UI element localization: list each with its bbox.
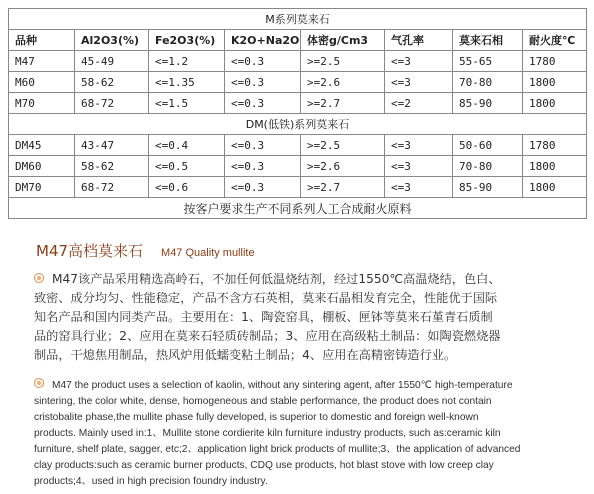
table-cell: 55-65: [453, 51, 523, 72]
bullet-icon: [34, 378, 44, 388]
bullet-icon: [34, 273, 44, 283]
description-text: M47 the product uses a selection of kaolin, without any sintering agent, after 1550℃ high-temperature: [52, 380, 513, 391]
header-k2o-na2o: K2O+Na2O: [225, 30, 301, 51]
description-line: [34, 378, 586, 394]
table-cell: <=0.4: [149, 135, 225, 156]
description-text: 知名产品和国内同类产品。主要用在：1、陶瓷窑具，棚板、匣钵等莫来石堇青石质制: [34, 310, 493, 324]
description-en: [34, 378, 586, 490]
table-cell: 85-90: [453, 93, 523, 114]
header-density: 体密g/Cm3: [301, 30, 385, 51]
heading-en: M47 Quality mullite: [161, 247, 255, 259]
m-series-rows: [9, 51, 587, 114]
table-cell: 1800: [523, 72, 587, 93]
description-line: [34, 346, 580, 365]
product-heading: [36, 240, 255, 262]
description-line: [34, 289, 580, 308]
spec-table: [8, 8, 587, 219]
table-cell: 1800: [523, 93, 587, 114]
footer-row: [9, 198, 587, 219]
table-cell: 1800: [523, 177, 587, 198]
description-text: products;4、used in high precision foundry industry.: [34, 476, 268, 487]
table-cell: <=0.3: [225, 177, 301, 198]
description-line: [34, 426, 586, 442]
table-cell: <=0.3: [225, 72, 301, 93]
table-cell: >=2.5: [301, 135, 385, 156]
table-cell: >=2.7: [301, 93, 385, 114]
header-row: [9, 30, 587, 51]
table-row: [9, 72, 587, 93]
section-title-dm: DM(低铁)系列莫来石: [9, 114, 587, 135]
table-cell: 45-49: [75, 51, 149, 72]
table-cell: M47: [9, 51, 75, 72]
description-line: [34, 394, 586, 410]
description-text: clay products:such as ceramic burner products, CDQ use products, hot blast stove with low creep clay: [34, 460, 494, 471]
table-cell: 68-72: [75, 93, 149, 114]
description-text: products. Mainly used in:1、Mullite stone cordierite kiln furniture industry products, such as:ceramic kiln: [34, 428, 501, 439]
table-cell: 58-62: [75, 156, 149, 177]
table-cell: DM70: [9, 177, 75, 198]
table-cell: <=2: [385, 93, 453, 114]
table-cell: <=3: [385, 51, 453, 72]
table-cell: <=0.3: [225, 93, 301, 114]
table-cell: 1780: [523, 135, 587, 156]
table-cell: 1800: [523, 156, 587, 177]
section-title-m: M系列莫来石: [9, 9, 587, 30]
description-line: [34, 474, 586, 490]
dm-series-rows: [9, 135, 587, 198]
table-cell: <=1.2: [149, 51, 225, 72]
header-porosity: 气孔率: [385, 30, 453, 51]
table-cell: <=3: [385, 135, 453, 156]
header-fe2o3: Fe2O3(%): [149, 30, 225, 51]
table-cell: 50-60: [453, 135, 523, 156]
table-cell: <=0.3: [225, 156, 301, 177]
table-cell: <=0.3: [225, 135, 301, 156]
table-row: [9, 156, 587, 177]
section-row-m: [9, 9, 587, 30]
table-row: [9, 177, 587, 198]
table-cell: <=0.3: [225, 51, 301, 72]
table-cell: <=0.5: [149, 156, 225, 177]
table-row: [9, 135, 587, 156]
description-line: [34, 442, 586, 458]
table-cell: <=3: [385, 156, 453, 177]
table-cell: DM60: [9, 156, 75, 177]
description-text: 品的窑具行业；2、应用在莫来石轻质砖制品；3、应用在高级粘土制品：如陶瓷燃烧器: [34, 329, 501, 343]
table-cell: 85-90: [453, 177, 523, 198]
table-cell: 70-80: [453, 72, 523, 93]
table-cell: M70: [9, 93, 75, 114]
description-line: [34, 410, 586, 426]
header-al2o3: Al2O3(%): [75, 30, 149, 51]
table-cell: DM45: [9, 135, 75, 156]
table-cell: 58-62: [75, 72, 149, 93]
table-cell: 70-80: [453, 156, 523, 177]
table-cell: 68-72: [75, 177, 149, 198]
description-line: [34, 270, 580, 289]
heading-cn: M47高档莫来石: [36, 242, 144, 260]
table-row: [9, 51, 587, 72]
header-mullite-phase: 莫来石相: [453, 30, 523, 51]
table-footer-note: 按客户要求生产不同系列人工合成耐火原料: [9, 198, 587, 219]
table-cell: >=2.5: [301, 51, 385, 72]
table-cell: <=0.6: [149, 177, 225, 198]
description-text: cristobalite phase,the mullite phase fully developed, is superior to domestic and foreign well-known: [34, 412, 479, 423]
section-row-dm: [9, 114, 587, 135]
table-cell: >=2.6: [301, 72, 385, 93]
description-text: 致密、成分均匀、性能稳定，产品不含方石英相，莫来石晶相发育完全，性能优于国际: [34, 291, 498, 305]
header-refractoriness: 耐火度℃: [523, 30, 587, 51]
description-line: [34, 327, 580, 346]
table-cell: 1780: [523, 51, 587, 72]
description-cn: [34, 270, 580, 365]
table-row: [9, 93, 587, 114]
table-cell: >=2.6: [301, 156, 385, 177]
table-cell: <=1.5: [149, 93, 225, 114]
table-cell: <=3: [385, 177, 453, 198]
table-cell: <=3: [385, 72, 453, 93]
header-grade: 品种: [9, 30, 75, 51]
description-text: 制品，干熄焦用制品，热风炉用低蠕变粘土制品；4、应用在高精密铸造行业。: [34, 348, 457, 362]
table-cell: <=1.35: [149, 72, 225, 93]
description-line: [34, 458, 586, 474]
table-cell: M60: [9, 72, 75, 93]
table-cell: >=2.7: [301, 177, 385, 198]
description-text: sintering, the color white, dense, homogeneous and stable performance, the product does not contain: [34, 396, 492, 407]
table-cell: 43-47: [75, 135, 149, 156]
description-text: M47该产品采用精选高岭石，不加任何低温烧结剂，经过1550℃高温烧结，色白、: [52, 272, 501, 286]
description-text: furniture, shelf plate, sagger, etc;2、application light brick products of mullite;3、the application of advanced: [34, 444, 521, 455]
description-line: [34, 308, 580, 327]
